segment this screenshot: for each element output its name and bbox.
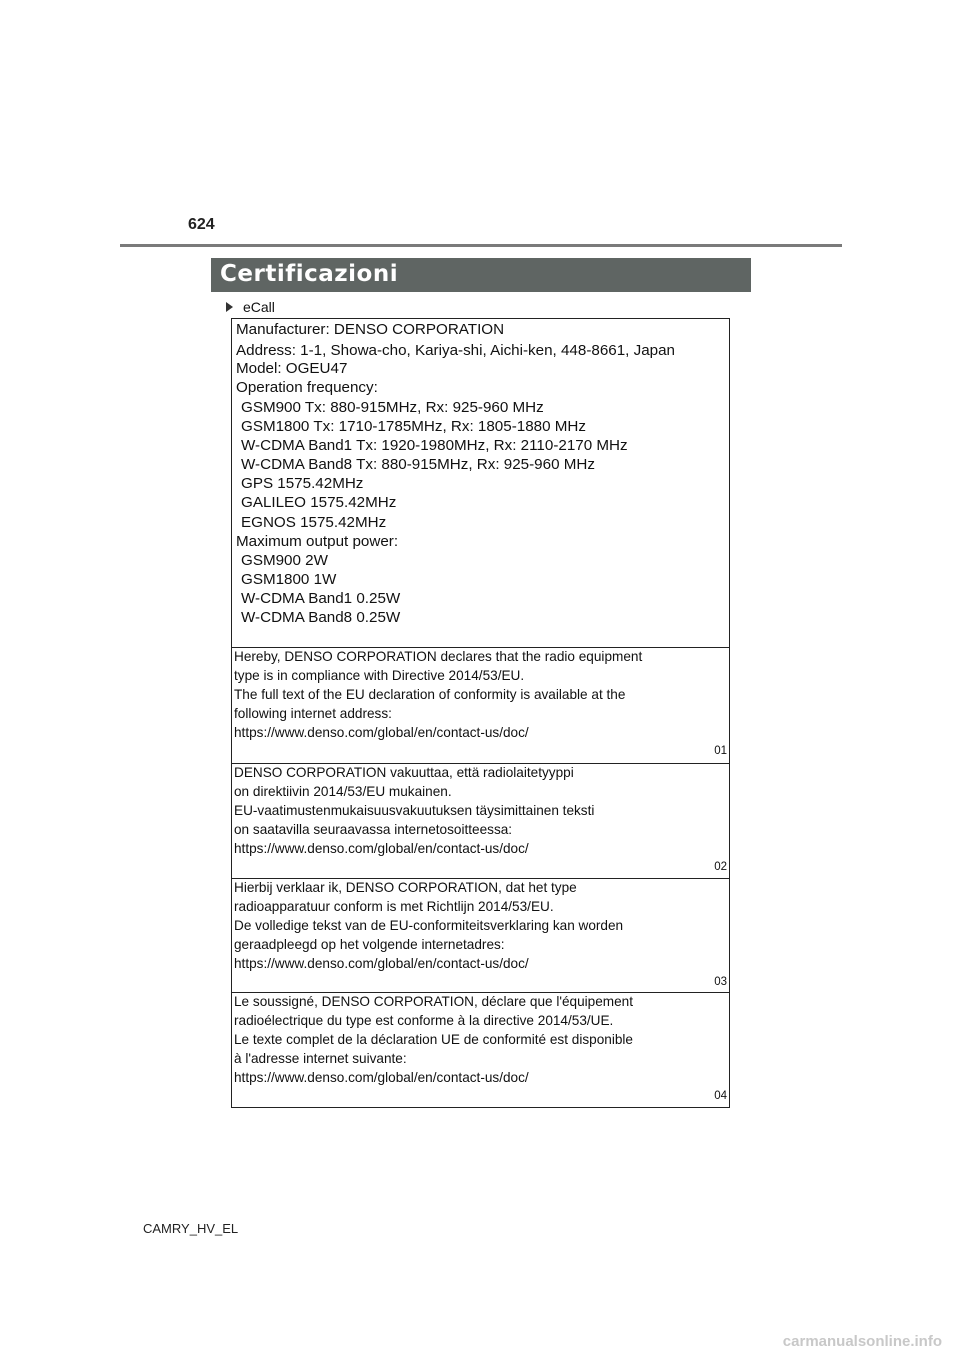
declaration-line: following internet address:: [234, 706, 392, 721]
subsection-label: eCall: [243, 299, 275, 315]
language-code: 03: [714, 976, 727, 988]
footer-document-code: CAMRY_HV_EL: [143, 1221, 239, 1236]
declaration-line: Le soussigné, DENSO CORPORATION, déclare que l'équipement: [234, 994, 634, 1009]
declaration-line: Le texte complet de la déclaration UE de conformité est disponible: [234, 1032, 633, 1047]
declaration-cell-04: [232, 992, 729, 1107]
section-title: Certificazioni: [220, 261, 399, 287]
declaration-line: De volledige tekst van de EU-conformiteitsverklaring kan worden: [234, 918, 624, 933]
declaration-line: DENSO CORPORATION vakuuttaa, että radiolaitetyyppi: [234, 765, 574, 780]
declaration-cell-03: [232, 878, 729, 992]
spec-cell: [232, 319, 729, 647]
declaration-line: radioélectrique du type est conforme à la directive 2014/53/UE.: [234, 1013, 614, 1028]
language-code: 02: [714, 861, 727, 873]
spec-line: W-CDMA Band8 0.25W: [241, 609, 401, 626]
watermark: carmanualsonline.info: [782, 1333, 942, 1350]
spec-line: GSM1800 Tx: 1710-1785MHz, Rx: 1805-1880 MHz: [241, 418, 586, 435]
declaration-line: à l'adresse internet suivante:: [234, 1051, 407, 1066]
spec-line: Address: 1-1, Showa-cho, Kariya-shi, Aichi-ken, 448-8661, Japan: [236, 342, 675, 359]
triangle-bullet-icon: [226, 302, 233, 312]
declaration-line: https://www.denso.com/global/en/contact-us/doc/: [234, 956, 529, 971]
declaration-line: geraadpleegd op het volgende internetadres:: [234, 937, 505, 952]
spec-line: Operation frequency:: [236, 379, 378, 396]
spec-line: Manufacturer: DENSO CORPORATION: [236, 321, 505, 338]
spec-line: W-CDMA Band1 0.25W: [241, 590, 401, 607]
spec-line: GPS 1575.42MHz: [241, 475, 364, 492]
declaration-line: https://www.denso.com/global/en/contact-us/doc/: [234, 725, 529, 740]
declaration-cell-02: [232, 763, 729, 878]
declaration-line: The full text of the EU declaration of conformity is available at the: [234, 687, 626, 702]
spec-line: Model: OGEU47: [236, 360, 348, 377]
declaration-line: Hierbij verklaar ik, DENSO CORPORATION, dat het type: [234, 880, 577, 895]
spec-line: W-CDMA Band1 Tx: 1920-1980MHz, Rx: 2110-2170 MHz: [241, 437, 628, 454]
language-code: 04: [714, 1090, 727, 1102]
spec-line: W-CDMA Band8 Tx: 880-915MHz, Rx: 925-960 MHz: [241, 456, 595, 473]
declaration-line: Hereby, DENSO CORPORATION declares that the radio equipment: [234, 649, 643, 664]
declaration-line: EU-vaatimustenmukaisuusvakuutuksen täysimittainen teksti: [234, 803, 595, 818]
certification-label-box: [231, 318, 730, 1108]
declaration-cell-01: [232, 647, 729, 763]
language-code: 01: [714, 745, 727, 757]
spec-line: EGNOS 1575.42MHz: [241, 514, 387, 531]
spec-line: GSM900 Tx: 880-915MHz, Rx: 925-960 MHz: [241, 399, 544, 416]
spec-line: Maximum output power:: [236, 533, 399, 550]
declaration-line: https://www.denso.com/global/en/contact-us/doc/: [234, 1070, 529, 1085]
spec-line: GSM1800 1W: [241, 571, 337, 588]
page-number: 624: [188, 216, 215, 233]
declaration-line: https://www.denso.com/global/en/contact-us/doc/: [234, 841, 529, 856]
declaration-line: on direktiivin 2014/53/EU mukainen.: [234, 784, 452, 799]
header-rule: [120, 244, 842, 247]
spec-line: GSM900 2W: [241, 552, 328, 569]
subsection-heading: [226, 298, 275, 316]
declaration-line: on saatavilla seuraavassa internetosoitteessa:: [234, 822, 513, 837]
declaration-line: radioapparatuur conform is met Richtlijn 2014/53/EU.: [234, 899, 554, 914]
spec-line: GALILEO 1575.42MHz: [241, 494, 397, 511]
declaration-line: type is in compliance with Directive 2014/53/EU.: [234, 668, 525, 683]
section-header-bar: [211, 258, 751, 292]
